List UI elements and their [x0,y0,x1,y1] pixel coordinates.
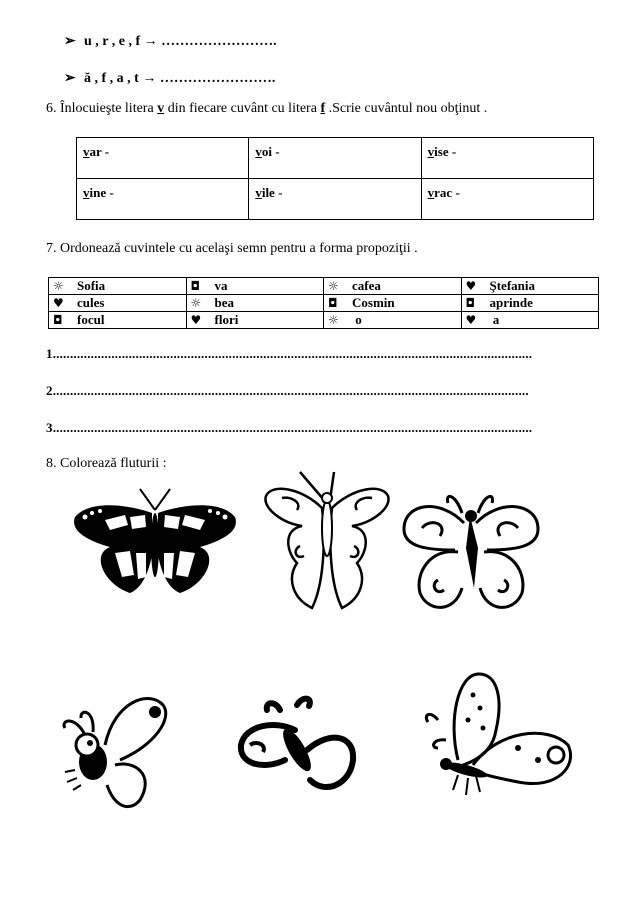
symbol-icon: ♥ [190,313,202,327]
table-cell: ♥ cules [49,295,187,312]
symbol-icon: ☼ [328,313,339,327]
symbol-icon: ◘ [328,296,338,310]
bullet-line-2: ➢ ă , f , a , t → ……………………. [64,71,276,86]
table-cell: ☼ cafea [324,278,462,295]
symbol-words-table [48,277,599,329]
table-cell[interactable]: var - [77,138,249,179]
symbol-icon: ☼ [190,296,202,310]
answer-line-1[interactable]: 1........................................................................................................................................... [46,346,533,361]
table-row [49,312,599,329]
symbol-icon: ☼ [328,279,339,293]
symbol-icon: ◘ [465,296,475,310]
table-row [77,138,594,179]
table-cell: ◘ va [186,278,324,295]
table-cell[interactable]: voi - [249,138,421,179]
monarch-butterfly-drawing [70,485,240,600]
answer-line-2[interactable]: 2.......................................................................................................................................... [46,383,529,398]
symbol-icon: ◘ [190,279,200,293]
table-cell: ◘ aprinde [461,295,599,312]
table-cell: ♥ Ştefania [461,278,599,295]
arrow-bullet-icon: ➢ [64,34,76,49]
table-cell: ♥ flori [186,312,324,329]
table-row [49,278,599,295]
curly-butterfly-drawing [400,488,542,618]
table-cell: ◘ focul [49,312,187,329]
exercise-6-heading: 6. Înlocuieşte litera v din fiecare cuvânt cu litera f .Scrie cuvântul nou obţinut . [46,101,488,116]
cartoon-butterfly-drawing [45,690,175,815]
table-cell: ◘ Cosmin [324,295,462,312]
table-cell: ☼ o [324,312,462,329]
exercise-8-heading: 8. Colorează fluturii : [46,456,167,471]
table-cell[interactable]: vrac - [421,179,593,220]
arrow-bullet-icon: ➢ [64,71,76,86]
symbol-icon: ◘ [53,313,63,327]
symbol-icon: ♥ [53,296,64,310]
table-row [77,179,594,220]
symbol-icon: ☼ [53,279,64,293]
table-cell: ♥ a [461,312,599,329]
table-cell: ☼ Sofia [49,278,187,295]
table-cell[interactable]: vise - [421,138,593,179]
swirl-butterfly-drawing [262,468,392,618]
spotted-butterfly-drawing [418,670,578,815]
symbol-icon: ♥ [465,313,477,327]
table-cell[interactable]: vile - [249,179,421,220]
table-cell: ☼ bea [186,295,324,312]
symbol-icon: ♥ [465,279,477,293]
bullet-line-1: ➢ u , r , e , f → ……………………. [64,34,277,49]
answer-line-3[interactable]: 3........................................................................................................................................... [46,420,533,435]
stylized-butterfly-drawing [235,690,365,810]
word-replacement-table [76,137,594,220]
table-cell[interactable]: vine - [77,179,249,220]
table-row [49,295,599,312]
exercise-7-heading: 7. Ordonează cuvintele cu acelaşi semn pentru a forma propoziţii . [46,241,418,256]
